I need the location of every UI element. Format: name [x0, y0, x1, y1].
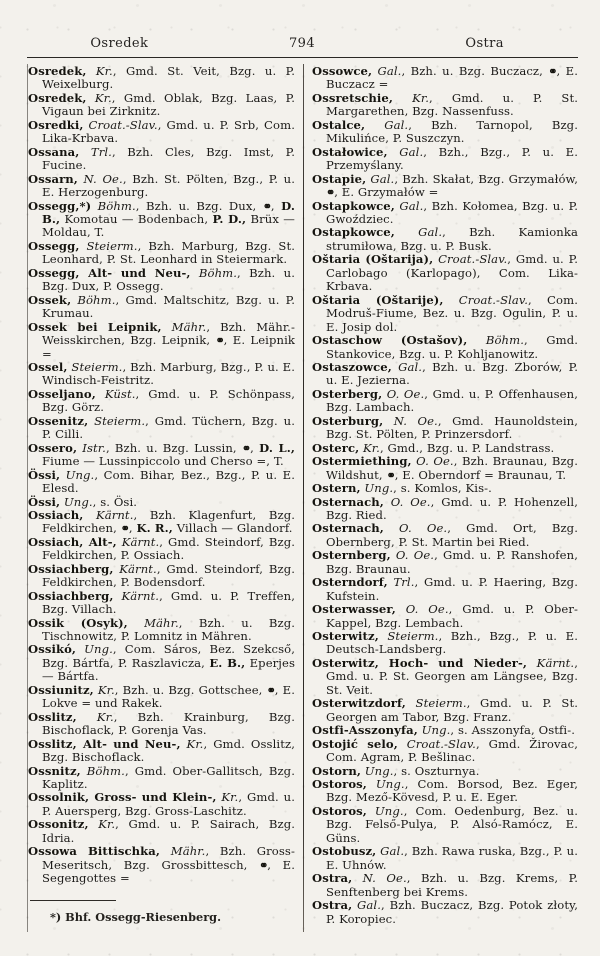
entry-text: , Bzh. u. Bzg. Dux, P. Ossegg.: [42, 265, 296, 294]
entry-text: , Bzh. Gross-Meseritsch, Bzg. Grossbittesch,: [42, 844, 295, 872]
gazetteer-entry: [28, 684, 295, 711]
entry-headword: Osternberg,: [312, 548, 391, 563]
gazetteer-entry: [312, 899, 578, 926]
region-abbreviation: Trl.: [387, 575, 415, 590]
region-abbreviation: Kr.: [216, 790, 239, 805]
gazetteer-entry: [312, 334, 578, 361]
region-abbreviation: Gal.: [376, 844, 405, 859]
gazetteer-entry: [312, 226, 578, 253]
gazetteer-entry: [28, 711, 295, 738]
gazetteer-entry: [28, 146, 295, 173]
entry-text: , Bzh. u. Bzg. Tischnowitz, P. Lomnitz in Mähren.: [42, 615, 295, 644]
entry-headword: Ossowce,: [312, 64, 373, 78]
entry-headword: Ossel,: [28, 359, 68, 374]
entry-text: , Gmd. u. P. Auersperg, Bzg. Gross-Laschitz.: [42, 790, 295, 818]
region-abbreviation: Kärnt.: [113, 588, 160, 603]
entry-headword: Ossik (Osyk),: [28, 615, 128, 630]
entry-headword: Osterc,: [312, 440, 360, 455]
entry-text: , Gmd. Steindorf, Bzg. Feldkirchen, P. Bodensdorf.: [42, 561, 295, 590]
entry-text: , Gmd. St. Veit, Bzg. u. P. Weixelburg.: [42, 64, 296, 92]
entry-text: , Bzh. St. Pölten, Bzg., P. u. E. Herzogenburg.: [42, 171, 295, 200]
gazetteer-entry: [28, 818, 295, 845]
gazetteer-entry: [312, 253, 578, 293]
entry-headword: Ossek bei Leipnik,: [28, 319, 162, 334]
entry-text: , Gmd. Ort, Bzg. Obernberg, P. St. Martin bei Ried.: [326, 521, 578, 549]
entry-text: , Gmd. Osslitz, Bzg. Bischoflack.: [42, 736, 295, 765]
region-abbreviation: Kärnt.: [527, 655, 575, 670]
region-abbreviation: Croat.-Slav.: [83, 117, 158, 132]
region-abbreviation: Kr.: [180, 736, 204, 751]
entry-text: , Gmd. u. P. Haering, Bzg. Kufstein.: [326, 575, 578, 603]
gazetteer-entry: [312, 294, 578, 334]
entry-headword: Ossolnik, Gross- und Klein-,: [28, 790, 217, 805]
entry-text: , Gmd. Steindorf, Bzg. Feldkirchen, P. Ossiach.: [42, 534, 295, 563]
entry-text: , Bzh. Marburg, Bzg., P. u. E. Windisch-Feistritz.: [42, 359, 296, 388]
gazetteer-entry: [28, 765, 295, 792]
right-column: [303, 65, 578, 926]
entry-headword: Ostoros,: [312, 803, 367, 818]
post-horn-telegraph-icon: ⚭: [386, 468, 395, 482]
entry-headword: Ostapkowce,: [312, 225, 395, 240]
region-abbreviation: Ung.: [76, 642, 113, 657]
region-abbreviation: Ung.: [60, 467, 95, 482]
entry-headword: Ossiunitz,: [28, 682, 94, 697]
entry-headword: Ostapkowce,: [312, 198, 395, 213]
gazetteer-entry: [28, 321, 295, 361]
entry-text: Brüx — Moldau, T.: [42, 211, 296, 240]
region-abbreviation: Kr.: [76, 709, 114, 724]
region-abbreviation: Gal.: [366, 171, 395, 186]
column-divider-rule: [303, 64, 304, 932]
region-abbreviation: Ung.: [360, 481, 394, 496]
entry-headword: Ostaszowce,: [312, 359, 392, 374]
entry-text: , Bzh., Bzg., P. u. E. Deutsch-Landsberg.: [326, 629, 578, 657]
gazetteer-entry: [312, 657, 578, 697]
entry-headword: Osterwitz, Hoch- und Nieder-,: [312, 655, 528, 670]
region-abbreviation: Mähr.: [161, 319, 207, 334]
gazetteer-entry: [28, 388, 295, 415]
gazetteer-entry: [312, 778, 578, 805]
page-number: 794: [288, 36, 315, 51]
gazetteer-entry: [312, 630, 578, 657]
entry-text: , E. Grzymałów =: [334, 185, 439, 200]
entry-text: , Gmd. Žirovac, Com. Agram, P. Bešlinac.: [326, 736, 578, 765]
gazetteer-entry: [28, 92, 295, 119]
entry-text: , Gmd. u. P. Treffen, Bzg. Villach.: [42, 588, 295, 617]
entry-text: Komotau — Bodenbach,: [60, 211, 213, 226]
entry-headword: Ostojić selo,: [312, 736, 398, 751]
gazetteer-entry: [312, 92, 578, 119]
entry-text: , Gmd. u. P. Schönpass, Bzg. Görz.: [42, 386, 295, 415]
region-abbreviation: Croat.-Slav.: [443, 292, 528, 307]
entry-text: , Bzh. Skałat, Bzg. Grzymałów,: [394, 171, 578, 186]
entry-headword: Ossarn,: [28, 171, 78, 186]
entry-text: , Com. Modruš-Fiume, Bez. u. Bzg. Ogulin, P. u. E. Josip dol.: [326, 292, 578, 334]
post-horn-telegraph-icon: ⚭: [259, 858, 268, 872]
entry-headword: Ostermiething,: [312, 454, 412, 469]
post-horn-telegraph-icon: ⚭: [326, 186, 335, 200]
entry-headword: Ossonitz,: [28, 817, 89, 832]
region-abbreviation: Ung.: [60, 494, 93, 509]
region-abbreviation: Kärnt.: [116, 534, 160, 549]
entry-text: , Bzh. Buczacz, Bzg. Potok złoty, P. Koropiec.: [326, 898, 578, 926]
region-abbreviation: Böhm.: [80, 763, 125, 778]
region-abbreviation: O. Oe.: [383, 494, 431, 509]
gazetteer-entry: [312, 200, 578, 227]
entry-text: , s. Asszonyfa, Ostfi-.: [450, 723, 576, 738]
gazetteer-entry: [312, 388, 578, 415]
entry-text: , Bzh. Tarnopol, Bzg. Mikulińce, P. Suszczyn.: [326, 117, 578, 146]
gazetteer-entry: [28, 643, 295, 683]
region-abbreviation: Ung.: [366, 803, 404, 818]
entry-headword: Ostern,: [312, 481, 361, 496]
entry-headword: P. D.,: [212, 211, 247, 226]
entry-text: , Gmd. Tüchern, Bzg. u. P. Cilli.: [42, 413, 295, 442]
post-horn-telegraph-icon: ⚭: [262, 199, 271, 213]
region-abbreviation: Gal.: [391, 359, 423, 374]
entry-headword: Osterwasser,: [312, 602, 396, 617]
entry-headword: Osterwitz,: [312, 629, 379, 644]
entry-headword: Ostobusz,: [312, 844, 377, 859]
region-abbreviation: N. Oe.: [383, 413, 438, 428]
entry-text: , Bzh. u. Bzg. Zborów, P. u. E. Jezierna.: [326, 359, 578, 388]
gazetteer-entry: [312, 765, 578, 778]
region-abbreviation: Gal.: [352, 898, 382, 913]
entry-text: , Gmd. Oblak, Bzg. Laas, P. Vigaun bei Zirknitz.: [42, 90, 295, 119]
entry-text: , Gmd. Ober-Gallitsch, Bzg. Kaplitz.: [42, 763, 295, 792]
entry-text: , Gmd. u. P. Sairach, Bzg. Idria.: [42, 817, 296, 845]
region-abbreviation: Kr.: [86, 64, 113, 78]
region-abbreviation: Kr.: [88, 817, 116, 832]
entry-headword: Ostapie,: [312, 171, 367, 186]
gazetteer-entry: [28, 509, 295, 536]
region-abbreviation: N. Oe.: [77, 171, 123, 186]
entry-text: , Bzh. u. Bzg. Buczacz,: [401, 64, 549, 78]
post-horn-telegraph-icon: ⚭: [120, 522, 129, 536]
entry-text: , E. Leipnik =: [42, 333, 296, 361]
region-abbreviation: Kärnt.: [83, 507, 134, 522]
entry-headword: Osterwitzdorf,: [312, 696, 406, 711]
post-horn-telegraph-icon: ⚭: [215, 334, 224, 348]
entry-headword: Ossegg, Alt- und Neu-,: [28, 265, 191, 280]
gazetteer-entry: [312, 173, 578, 200]
region-abbreviation: Gal.: [372, 64, 402, 78]
gazetteer-entry: [28, 267, 295, 294]
gazetteer-entry: [28, 240, 295, 267]
entry-headword: Osternach,: [312, 494, 384, 509]
entry-text: , Gmd. u. P. Ober-Kappel, Bzg. Lembach.: [326, 602, 578, 630]
entry-headword: Ossiach,: [28, 507, 84, 522]
entry-text: ,: [128, 521, 137, 536]
entry-text: , Gmd. Maltschitz, Bzg. u. P. Krumau.: [42, 292, 295, 321]
entry-headword: Ostra,: [312, 871, 353, 886]
region-abbreviation: Böhm.: [190, 265, 238, 280]
post-horn-telegraph-icon: ⚭: [266, 683, 275, 697]
page-header: [0, 0, 600, 55]
entry-text: , E. Lokve = und Rakek.: [42, 682, 295, 711]
entry-headword: Ossiach, Alt-,: [28, 534, 117, 549]
entry-headword: Osternach,: [312, 521, 384, 536]
entry-text: , Bzh. Marburg, Bzg. St. Leonhard, P. St. Leonhard in Steiermark.: [42, 238, 295, 267]
entry-text: , Gmd. u. P. Srb, Com. Lika-Krbava.: [42, 117, 295, 146]
gazetteer-entry: [28, 845, 295, 885]
gazetteer-entry: [312, 872, 578, 899]
entry-headword: Ossana,: [28, 144, 80, 159]
entry-headword: Osterberg,: [312, 386, 383, 401]
entry-text: , Bzh. u. Bzg. Dux,: [135, 198, 263, 213]
entry-text: , Bzh. u. Bzg. Gottschee,: [114, 682, 267, 697]
region-abbreviation: Steierm.: [79, 238, 138, 253]
entry-text: , Gmd. u. P. Hohenzell, Bzg. Ried.: [326, 494, 578, 522]
left-column: [28, 65, 303, 926]
entry-headword: Ossenitz,: [28, 413, 89, 428]
entry-text: , Com. Sáros, Bez. Szekcső, Bzg. Bártfa, P. Raszlavicza,: [42, 642, 296, 670]
region-abbreviation: Böhm.: [467, 333, 525, 348]
region-abbreviation: Mähr.: [160, 844, 206, 859]
entry-text: , Bzh. Klagenfurt, Bzg. Feldkirchen,: [42, 507, 296, 536]
entry-headword: Ostalce,: [312, 117, 366, 132]
region-abbreviation: Kr.: [359, 440, 380, 455]
region-abbreviation: Ung.: [366, 777, 405, 792]
entry-headword: Oštaria (Oštarije),: [312, 292, 444, 307]
gazetteer-entry: [28, 361, 295, 388]
region-abbreviation: Ung.: [417, 723, 451, 738]
region-abbreviation: Böhm.: [91, 198, 136, 213]
entry-text: Eperjes — Bártfa.: [42, 655, 296, 684]
entry-headword: Össi,: [28, 467, 61, 482]
entry-text: , Gmd. Stankovice, Bzg. u. P. Kohljanowitz.: [326, 333, 578, 361]
region-abbreviation: Gal.: [387, 144, 424, 159]
region-abbreviation: Steierm.: [88, 413, 146, 428]
gazetteer-entry: [28, 617, 295, 644]
entry-text: , Gmd. u. P. Offenhausen, Bzg. Lambach.: [326, 386, 578, 415]
text-columns: [0, 58, 600, 926]
entry-text: Villach — Glandorf.: [172, 521, 293, 536]
entry-text: , Bzh., Bzg., P. u. E. Przemyślany.: [326, 144, 578, 173]
entry-text: , Gmd., Bzg. u. P. Landstrass.: [379, 440, 555, 455]
gazetteer-entry: [312, 65, 578, 92]
entry-headword: Ossretschie,: [312, 90, 394, 105]
entry-text: , Bzh. Krainburg, Bzg. Bischoflack, P. Gorenja Vas.: [42, 709, 295, 738]
entry-headword: K. R.,: [136, 521, 173, 536]
entry-text: , Bzh. Rawa ruska, Bzg., P. u. E. Uhnów.: [326, 844, 578, 872]
gazetteer-entry: [28, 119, 295, 146]
region-abbreviation: Croat.-Slav.: [397, 736, 476, 751]
region-abbreviation: Steierm.: [67, 359, 123, 374]
entry-headword: Ossegg,: [28, 238, 80, 253]
entry-text: , Bzh. u. Bzg. Krems, P. Senftenberg bei Krems.: [326, 871, 578, 899]
footnote-block: [28, 900, 295, 924]
region-abbreviation: Mähr.: [127, 615, 179, 630]
gazetteer-entry: [312, 738, 578, 765]
gazetteer-entry: [28, 469, 295, 496]
header-left-title: Osredek: [90, 36, 149, 51]
entry-headword: Ossek,: [28, 292, 72, 307]
entry-headword: D. L.,: [259, 440, 296, 455]
entry-text: , s. Komlos, Kis-.: [393, 481, 492, 496]
gazetteer-entry: [28, 415, 295, 442]
gazetteer-entry: [28, 294, 295, 321]
entry-text: , Bzh. Kamionka strumiłowa, Bzg. u. P. Busk.: [326, 225, 578, 253]
region-abbreviation: Gal.: [394, 225, 443, 240]
entry-headword: Osredki,: [28, 117, 84, 132]
gazetteer-entry: [28, 442, 295, 469]
region-abbreviation: Istr.: [77, 440, 106, 455]
entry-text: , Gmd. u. P. Ranshofen, Bzg. Braunau.: [326, 548, 578, 576]
entry-text: , E. Buczacz =: [326, 64, 578, 92]
entry-headword: Össi,: [28, 494, 61, 509]
entry-headword: Ostra,: [312, 898, 353, 913]
gazetteer-entry: [28, 65, 295, 92]
entry-headword: Ossero,: [28, 440, 78, 455]
region-abbreviation: O. Oe.: [383, 521, 448, 536]
entry-text: , Gmd. u. P. St. Georgen am Tabor, Bzg. Franz.: [326, 696, 579, 724]
gazetteer-entry: [28, 590, 295, 617]
gazetteer-entry: [312, 603, 578, 630]
gazetteer-entry: [312, 549, 578, 576]
header-right-title: Ostra: [465, 36, 504, 51]
left-margin-rule: [27, 64, 28, 932]
entry-headword: Ossegg,*): [28, 198, 92, 213]
gazetteer-entry: [312, 805, 578, 845]
region-abbreviation: Steierm.: [378, 629, 439, 644]
footnote-text: *) Bhf. Ossegg-Riesenberg.: [50, 909, 222, 924]
footnote-rule: [30, 900, 116, 901]
entry-headword: Ossnitz,: [28, 763, 81, 778]
entry-text: , Bzh. Cles, Bzg. Imst, P. Fucine.: [42, 144, 295, 173]
entry-text: ,: [250, 440, 260, 455]
entry-text: , Com. Bihar, Bez., Bzg., P. u. E. Elesd.: [42, 467, 295, 496]
gazetteer-entry: [312, 361, 578, 388]
region-abbreviation: Trl.: [79, 144, 112, 159]
entry-text: , Bzh. Braunau, Bzg. Wildshut,: [326, 454, 578, 482]
entry-headword: Osredek,: [28, 90, 87, 105]
gazetteer-entry: [312, 697, 578, 724]
entry-text: , s. Oszturnya.: [393, 763, 480, 778]
region-abbreviation: N. Oe.: [352, 871, 407, 886]
region-abbreviation: Croat.-Slav.: [433, 252, 508, 267]
gazetteer-entry: [312, 482, 578, 495]
entry-headword: Ostałowice,: [312, 144, 388, 159]
gazetteer-entry: [312, 845, 578, 872]
entry-text: , Gmd. Haunoldstein, Bzg. St. Pölten, P. Prinzersdorf.: [326, 413, 578, 442]
region-abbreviation: Kr.: [86, 90, 112, 105]
gazetteer-entry: [28, 536, 295, 563]
gazetteer-entry: [28, 563, 295, 590]
gazetteer-entry: [28, 496, 295, 509]
gazetteer-entry: [312, 119, 578, 146]
entry-text: , Bzh. u. Bzg. Lussin,: [105, 440, 242, 455]
entry-text: , Gmd. u. P. Carlobago (Karlopago), Com. Lika-Krbava.: [326, 252, 578, 294]
entry-headword: Ossiachberg,: [28, 588, 114, 603]
entry-text: , Bzh. Kołomea, Bzg. u. P. Gwoździec.: [326, 198, 578, 226]
region-abbreviation: Küst.: [95, 386, 136, 401]
region-abbreviation: Gal.: [365, 117, 409, 132]
region-abbreviation: O. Oe.: [395, 602, 449, 617]
entry-headword: Osterburg,: [312, 413, 384, 428]
entry-text: , E. Segengottes =: [42, 857, 296, 886]
region-abbreviation: Kr.: [93, 682, 115, 697]
gazetteer-entry: [28, 738, 295, 765]
region-abbreviation: Ung.: [361, 763, 394, 778]
entry-headword: Osredek,: [28, 64, 87, 78]
entry-text: , Bzh. Mähr.-Weisskirchen, Bzg. Leipnik,: [42, 319, 295, 348]
post-horn-telegraph-icon: ⚭: [241, 441, 251, 455]
region-abbreviation: Steierm.: [405, 696, 467, 711]
gazetteer-entry: [312, 496, 578, 523]
region-abbreviation: Kr.: [393, 90, 429, 105]
entry-headword: Osslitz, Alt- und Neu-,: [28, 736, 181, 751]
entry-headword: Ostaschow (Ostašov),: [312, 333, 468, 348]
gazetteer-entry: [28, 200, 295, 240]
entry-headword: Ostfi-Asszonyfa,: [312, 723, 418, 738]
entry-text: , E. Oberndorf = Braunau, T.: [394, 467, 567, 482]
gazetteer-entry: [312, 415, 578, 442]
gazetteer-entry: [28, 173, 295, 200]
entry-headword: Ostoros,: [312, 777, 367, 792]
entry-headword: Osterndorf,: [312, 575, 388, 590]
entry-text: Fiume — Lussinpiccolo und Cherso =, T.: [42, 454, 284, 469]
entry-text: , Gmd. u. P. St. Margarethen, Bzg. Nassenfuss.: [326, 90, 579, 119]
entry-headword: Ostorn,: [312, 763, 361, 778]
entry-text: , Com. Oedenburg, Bez. u. Bzg. Felső-Pulya, P. Alsó-Ramócz, E. Güns.: [326, 803, 579, 845]
region-abbreviation: O. Oe.: [411, 454, 454, 469]
region-abbreviation: O. Oe.: [382, 386, 425, 401]
entry-headword: Ossowa Bittischka,: [28, 844, 161, 859]
region-abbreviation: Kärnt.: [113, 561, 157, 576]
entry-text: ,: [270, 198, 282, 213]
gazetteer-entry: [28, 791, 295, 818]
entry-headword: Ossiachberg,: [28, 561, 114, 576]
post-horn-telegraph-icon: ⚭: [548, 65, 557, 78]
entry-headword: Ossikó,: [28, 642, 77, 657]
entry-headword: Oštaria (Oštarija),: [312, 252, 434, 267]
gazetteer-entry: [312, 146, 578, 173]
entry-text: , s. Ösi.: [92, 494, 138, 509]
region-abbreviation: O. Oe.: [390, 548, 435, 563]
gazetteer-entry: [312, 455, 578, 482]
region-abbreviation: Böhm.: [71, 292, 116, 307]
region-abbreviation: Gal.: [394, 198, 424, 213]
entry-headword: Osslitz,: [28, 709, 77, 724]
entry-headword: D. B.,: [42, 198, 295, 226]
gazetteer-entry: [312, 724, 578, 737]
gazetteer-entry: [312, 442, 578, 455]
entry-text: , Gmd. u. P. St. Georgen am Längsee, Bzg. St. Veit.: [326, 655, 579, 697]
gazetteer-entry: [312, 576, 578, 603]
entry-text: , Com. Borsod, Bez. Eger, Bzg. Mező-Kövesd, P. u. E. Eger.: [326, 777, 578, 805]
gazetteer-entry: [312, 522, 578, 549]
entry-headword: E. B.,: [209, 655, 246, 670]
entry-headword: Osseljano,: [28, 386, 96, 401]
